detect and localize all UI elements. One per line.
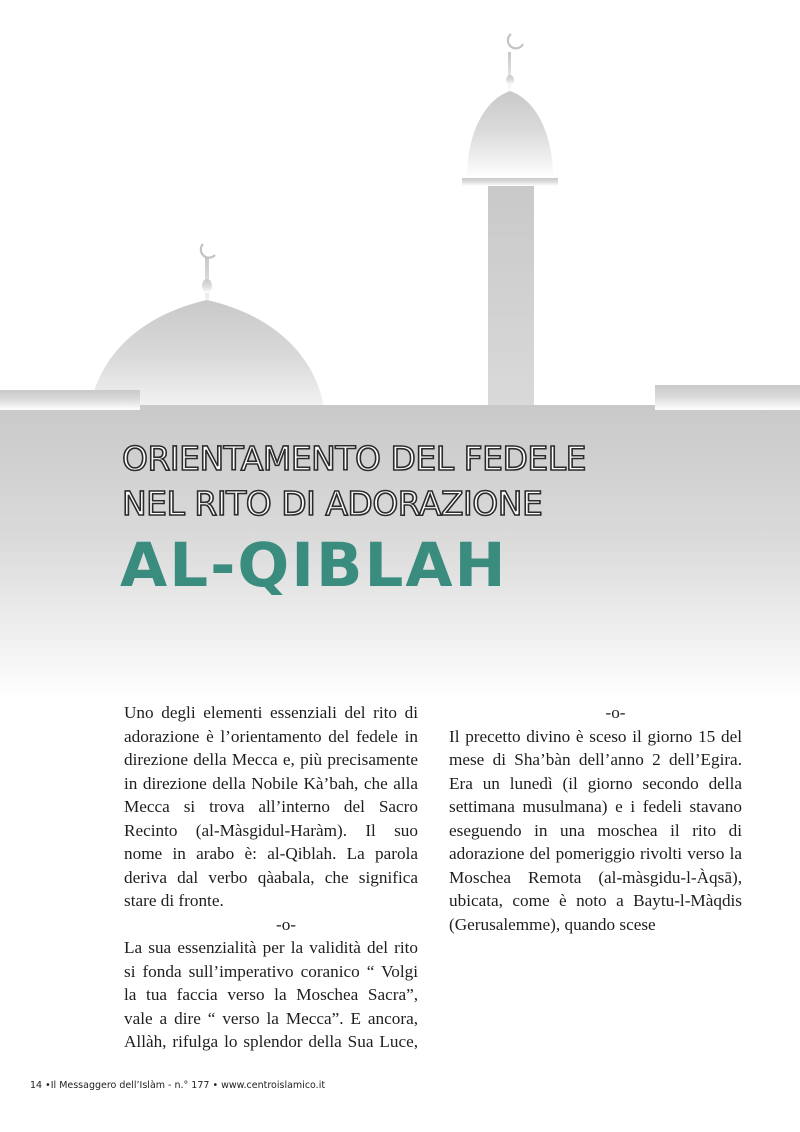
page-footer: [30, 1080, 325, 1091]
section-separator: -o-: [605, 703, 626, 722]
crescent-icon: [201, 244, 215, 258]
paragraph: La sua essenzialità per la validità del rito si fonda sull’imperativo coranico “ Volgi la tua faccia verso la Moschea Sacra”, vale a dire “ verso la Mecca”. E ancora, Allàh, rifulga lo splendor della Sua Luce,: [124, 938, 418, 1051]
article-column-1: [124, 701, 418, 1051]
paragraph: Uno degli elementi essenziali del rito di adorazione è l’orientamento del fedele in direzione della Mecca e, più precisamente in direzione della Nobile Kà’bah, che alla Mecca si trova all’interno del Sacro Recinto (al-Màsgidul-Haràm). Il suo nome in arabo è: al-Qiblah. La parola deriva dal verbo qàabala, che significa stare di fronte.: [124, 703, 418, 910]
website-link[interactable]: www.centroislamico.it: [221, 1080, 326, 1091]
page-number: 14: [30, 1080, 43, 1091]
paragraph: Il precetto divino è sceso il giorno 15 del mese di Sha’bàn dell’anno 2 dell’Egira. Era un lunedì (il giorno secondo della settimana musulmana) e i fedeli stavano eseguendo in una moschea il rito di adorazione del pomeriggio rivolti verso la Moschea Remota (al-màsgidu-l-Àqsā), ubicata, come è noto a Baytu-l-Màqdis (Gerusalemme), quando scese: [449, 726, 742, 934]
main-title: AL-QIBLAH: [120, 530, 508, 601]
title-line-1: ORIENTAMENTO DEL FEDELE: [122, 439, 586, 478]
section-separator: -o-: [275, 914, 297, 934]
magazine-name: •Il Messaggero dell’Islàm - n.° 177 •: [45, 1080, 219, 1091]
article-column-2: [449, 701, 742, 1051]
title-line-2: NEL RITO DI ADORAZIONE: [122, 484, 543, 523]
crescent-icon: [508, 34, 523, 48]
